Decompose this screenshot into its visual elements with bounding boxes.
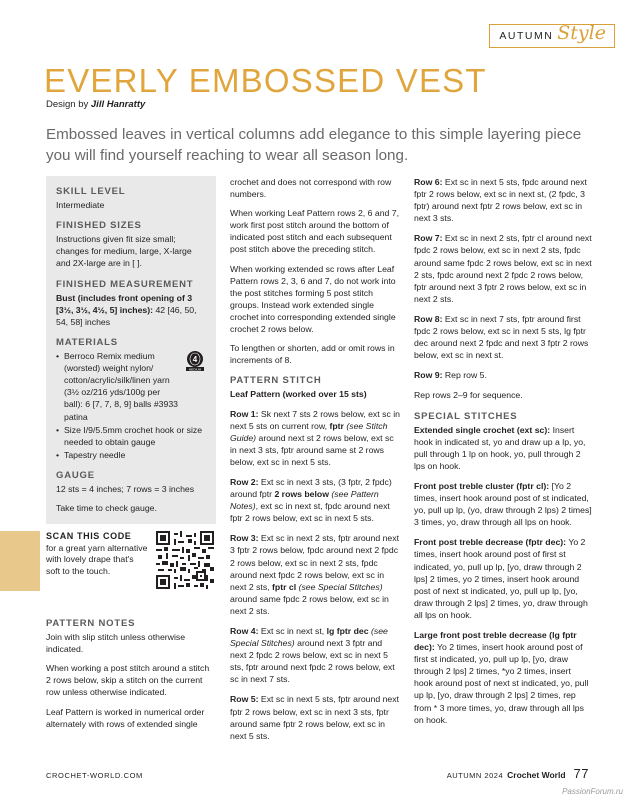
list-item: • Berroco Remix medium (worsted) weight nylon/ cotton/acrylic/silk/linen yarn (3½ oz/216 yds/100g per ball): 6 [7, 7, 8, 9] balls #3933 patina 4 MEDIUM — [56, 350, 206, 423]
sizes-heading: FINISHED SIZES — [56, 220, 142, 232]
footer-magazine: Crochet World — [507, 770, 566, 780]
column-1 — [46, 176, 216, 729]
specs-panel — [46, 176, 216, 524]
row-instruction: Row 5: Ext sc in next 5 sts, fptr around next fptr 2 rows below, ext sc in next 3 sts, fptr around same fptr 2 rows below, ext sc in next 5 sts. — [230, 694, 399, 741]
notes-paragraph: Join with slip stitch unless otherwise indicated. — [46, 632, 186, 655]
designer-name: Jill Hanratty — [90, 99, 146, 110]
stitch-definition: Front post treble cluster (fptr cl): [Yo 2 times, insert hook around post of st indicated, yo, pull up lp, (yo, draw through 2 lps) 2 times] 3 times, yo, draw through all lps on hook. — [414, 480, 592, 528]
notes-paragraph: When working Leaf Pattern rows 2, 6 and 7, work first post stitch around the bottom of indicated post stitch and each subsequent post stitch above the preceding stitch. — [230, 208, 400, 255]
row-instruction: Row 4: Ext sc in next st, lg fptr dec (see Special Stitches) around next 3 fptr and next 2 fpdc 2 rows below, ext sc in next 5 sts, fptr around next fpdc 2 rows below, ext sc in next 7 sts. — [230, 626, 395, 685]
materials-list — [56, 350, 206, 461]
stitch-definition: Front post treble decrease (fptr dec): Yo 2 times, insert hook around post of first st indicated, yo, pull up lp, [yo, draw through 2 lps] 2 times, yo 2 times, insert hook around post of next st indicated, yo, pull up lp, [yo, draw through 2 lps] 2 times, yo, draw through all lps on hook. — [414, 537, 588, 620]
byline: Design by Jill Hanratty — [46, 99, 146, 110]
footer-folio — [447, 766, 589, 781]
row-instruction: Row 1: Sk next 7 sts 2 rows below, ext sc in next 5 sts on current row, fptr (see Stitch Guide) around next st 2 rows below, ext sc in next 3 sts, fptr around same st 2 rows below, ext sc in next 5 sts. — [230, 408, 400, 467]
row-instruction: Row 2: Ext sc in next 3 sts, (3 fptr, 2 fpdc) around fptr 2 rows below (see Pattern Notes), ext sc in next st, fpdc around next fptr 2 rows below, ext sc in next 5 sts. — [230, 476, 392, 524]
row-instruction: Row 6: Ext sc in next 5 sts, fpdc around next fptr 2 rows below, ext sc in next st, (2 fpdc, 3 fptr) around next fptr 2 rows below, ext sc in next 3 sts. — [414, 177, 587, 224]
page-title: EVERLY EMBOSSED VEST — [44, 62, 487, 99]
section-tag-autumn: AUTUMN — [499, 30, 554, 42]
repeat-note: Rep rows 2–9 for sequence. — [414, 390, 523, 401]
skill-heading: SKILL LEVEL — [56, 186, 126, 197]
column-3 — [414, 176, 592, 734]
section-tag — [489, 21, 615, 48]
stitch-definition: Large front post treble decrease (lg fptr dec): Yo 2 times, insert hook around post of first st indicated, yo, pull up lp, [yo, draw through 2 lps] 2 times, *yo 2 times, insert hook around post of next st indicated, yo, pull up lp, [yo, draw through 2 lps] 2 times, rep from * 3 more times, yo, draw through all lps on hook. — [414, 630, 589, 725]
scan-heading: SCAN THIS CODE — [46, 531, 132, 541]
pattern-notes — [46, 618, 216, 737]
lede-paragraph: Embossed leaves in vertical columns add elegance to this simple layering piece you will find yourself reaching to wear all season long. — [46, 126, 582, 164]
stitch-definition: Extended single crochet (ext sc): Insert hook in indicated st, yo and draw up a lp, yo, pull through 1 lp on hook, yo, pull through 2 lps on hook. — [414, 424, 586, 471]
scan-accent-strip — [0, 531, 40, 591]
notes-heading: PATTERN NOTES — [46, 618, 136, 629]
gauge-note: Take time to check gauge. — [56, 503, 157, 514]
row-instruction: Row 8: Ext sc in next 7 sts, fptr around first fpdc 2 rows below, ext sc in next 5 sts, lg fptr dec around next 2 fpdc and next 3 fptr 2 rows below, ext sc in next st. — [414, 313, 589, 361]
section-tag-style: Style — [557, 21, 606, 44]
footer-issue: AUTUMN 2024 — [446, 771, 504, 780]
notes-paragraph: When working a post stitch around a stitch 2 rows below, skip a stitch on the current row unless otherwise indicated. — [46, 663, 210, 698]
row-instruction: Row 3: Ext sc in next 2 sts, fptr around next 3 fptr 2 rows below, fpdc around next 2 fpdc 2 rows below, ext sc in next 2 sts, fpdc around next fpdc 2 rows below, ext sc in next 2 sts, fptr cl (see Special Stitches) around same fpdc 2 rows below, ext sc in next 2 sts. — [230, 533, 399, 616]
scan-box — [46, 531, 216, 591]
pattern-stitch-heading: PATTERN STITCH — [230, 375, 322, 387]
row-instruction: Row 7: Ext sc in next 2 sts, fptr cl around next fpdc 2 rows below, ext sc in next 2 sts, fpdc around same fpdc 2 rows below, ext sc in next 2 sts, fpdc around next 2 fpdc 2 rows below, fptr around next 3 fptr 2 rows below, ext sc in next 2 sts. — [414, 233, 592, 304]
special-stitches-heading: SPECIAL STITCHES — [414, 410, 518, 422]
list-item: • Tapestry needle — [56, 449, 206, 461]
notes-paragraph: Leaf Pattern is worked in numerical order alternately with rows of extended single — [46, 706, 205, 729]
yarn-weight-icon — [184, 350, 206, 372]
row-instruction: Row 9: Rep row 5. — [414, 370, 487, 381]
yarn-weight-number: 4 — [192, 355, 198, 365]
gauge-heading: GAUGE — [56, 469, 95, 481]
notes-paragraph: When working extended sc rows after Leaf Pattern rows 2, 3, 6 and 7, do not work into the post stitches forming 5 post stitch groups. Instead work extended single crochet into corresponding extended single crochet 2 rows below. — [230, 263, 396, 335]
list-item: • Size I/9/5.5mm crochet hook or size needed to obtain gauge — [56, 424, 206, 448]
scan-text: for a great yarn alternative with lovely drape that's soft to the touch. — [46, 542, 148, 576]
measurement-heading: FINISHED MEASUREMENT — [56, 278, 194, 290]
sizes-text: Instructions given fit size small; changes for medium, large, X-large and 2X-large are in [ ]. — [56, 234, 192, 269]
column-2 — [230, 176, 400, 750]
notes-paragraph: To lengthen or shorten, add or omit rows in increments of 8. — [230, 343, 395, 366]
leaf-pattern-subheading: Leaf Pattern (worked over 15 sts) — [230, 389, 367, 400]
notes-paragraph: crochet and does not correspond with row numbers. — [230, 177, 392, 200]
measurement-text: Bust (includes front opening of 3 [3½, 3½, 4½, 5] inches): 42 [46, 50, 54, 58] inches — [56, 292, 197, 327]
watermark: PassionForum.ru — [562, 787, 623, 796]
page-number: 77 — [573, 766, 589, 781]
qr-code-icon[interactable] — [156, 531, 214, 589]
materials-heading: MATERIALS — [56, 336, 118, 348]
skill-text: Intermediate — [56, 200, 105, 211]
gauge-text: 12 sts = 4 inches; 7 rows = 3 inches — [56, 483, 195, 494]
footer-website[interactable]: CROCHET-WORLD.COM — [46, 771, 143, 780]
yarn-weight-label: MEDIUM — [188, 367, 202, 372]
